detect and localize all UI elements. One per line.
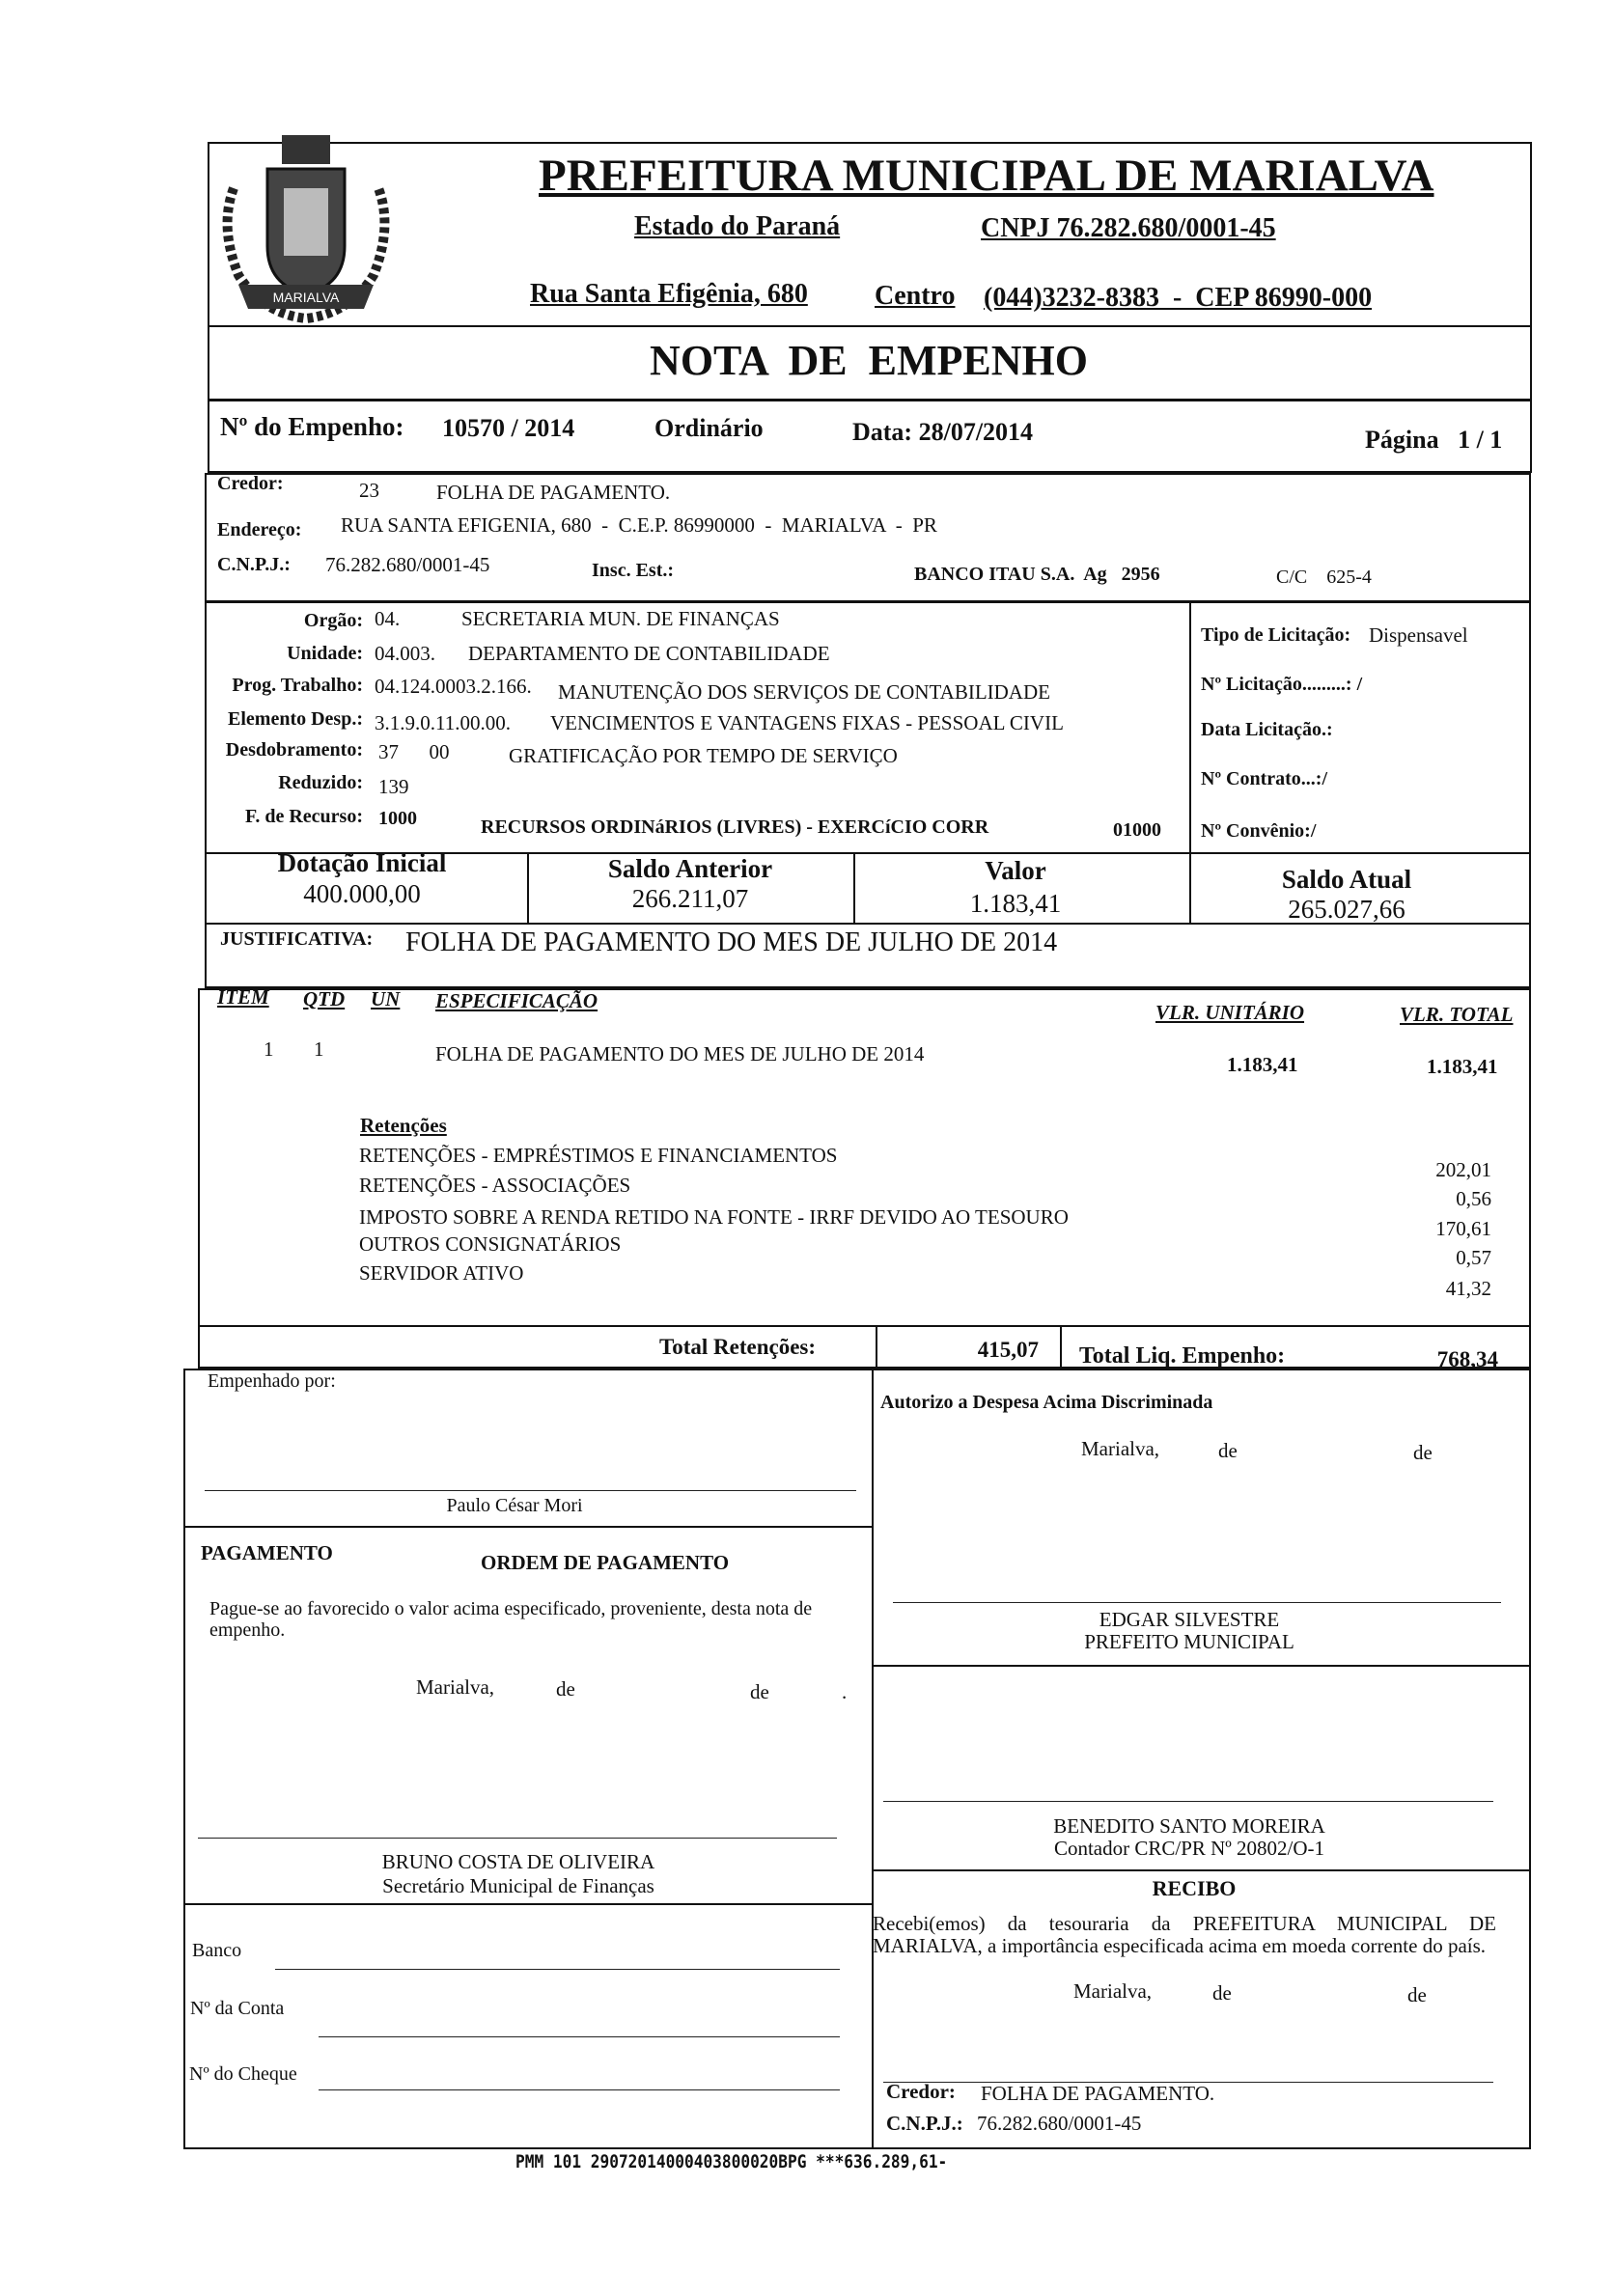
prog-code: 04.124.0003.2.166. xyxy=(375,675,532,698)
recurso-code: 1000 xyxy=(378,808,417,829)
licitacao-number: Nº Licitação.........: / xyxy=(1201,674,1363,695)
credor-code: 23 xyxy=(359,479,379,502)
recibo-text: Recebi(emos) da tesouraria da PREFEITURA MUNICIPAL DE MARIALVA, a importância especificada acima em moeda corrente do país. xyxy=(873,1912,1496,1958)
conta-field[interactable] xyxy=(319,2036,840,2037)
accountant-title: Contador CRC/PR Nº 20802/O-1 xyxy=(1053,1837,1325,1860)
prog-label: Prog. Trabalho: xyxy=(232,675,363,696)
divider xyxy=(198,1325,1531,1327)
retencao-value: 170,61 xyxy=(1435,1217,1491,1240)
col-item: ITEM xyxy=(217,985,269,1009)
conta-label: Nº da Conta xyxy=(190,1998,285,2019)
ordem-label: ORDEM DE PAGAMENTO xyxy=(481,1551,730,1574)
col-total: VLR. TOTAL xyxy=(1400,1003,1514,1026)
dotacao-label: Dotação Inicial xyxy=(277,848,447,877)
svg-text:MARIALVA: MARIALVA xyxy=(272,290,340,305)
autorizo-de: de xyxy=(1413,1441,1433,1464)
recibo-credor-label: Credor: xyxy=(886,2080,956,2103)
recibo-de: de xyxy=(1212,1981,1232,2005)
convenio: Nº Convênio:/ xyxy=(1201,820,1317,842)
state-label: Estado do Paraná xyxy=(634,211,841,241)
page-number: Página 1 / 1 xyxy=(1365,426,1503,454)
unidade-label: Unidade: xyxy=(287,643,363,664)
divider xyxy=(872,1665,1531,1667)
desdobramento-desc: GRATIFICAÇÃO POR TEMPO DE SERVIÇO xyxy=(509,744,898,767)
autorizo-de: de xyxy=(1218,1439,1238,1462)
coat-of-arms-logo xyxy=(214,130,398,328)
secretary-title: Secretário Municipal de Finanças xyxy=(382,1874,654,1897)
mayor-name: EDGAR SILVESTRE xyxy=(1099,1608,1280,1631)
pagamento-dot: . xyxy=(842,1680,848,1703)
item-total-value: 1.183,41 xyxy=(1427,1055,1498,1078)
saldo-anterior-label: Saldo Anterior xyxy=(607,854,773,883)
divider xyxy=(876,1325,877,1369)
elemento-label: Elemento Desp.: xyxy=(228,708,363,730)
recibo-de: de xyxy=(1407,1983,1427,2006)
cheque-field[interactable] xyxy=(319,2089,840,2090)
phone-cep: (044)3232-8383 - CEP 86990-000 xyxy=(984,283,1373,313)
insc-label: Insc. Est.: xyxy=(592,560,675,581)
retencoes-title: Retenções xyxy=(360,1114,447,1137)
reduzido-code: 139 xyxy=(378,775,409,798)
orgao-code: 04. xyxy=(375,607,401,630)
col-un: UN xyxy=(371,987,401,1010)
justificativa-text: FOLHA DE PAGAMENTO DO MES DE JULHO DE 2014 xyxy=(405,927,1058,957)
footer-auth-code: PMM 101 29072014000403800020BPG ***636.289,61- xyxy=(515,2151,948,2172)
divider xyxy=(205,600,1531,603)
divider xyxy=(872,1869,1531,1871)
credor-label: Credor: xyxy=(217,473,284,494)
autorizo-label: Autorizo a Despesa Acima Discriminada xyxy=(880,1392,1213,1413)
divider xyxy=(527,852,529,923)
licitacao-date: Data Licitação.: xyxy=(1201,719,1333,740)
retencao-label: SERVIDOR ATIVO xyxy=(359,1261,524,1285)
recurso-desc: RECURSOS ORDINáRIOS (LIVRES) - EXERCíCIO CORR xyxy=(481,816,989,838)
saldo-anterior-value: 266.211,07 xyxy=(631,884,749,913)
divider xyxy=(872,1369,874,2149)
valor-label: Valor xyxy=(985,856,1046,885)
retencao-value: 41,32 xyxy=(1445,1277,1491,1300)
item-spec: FOLHA DE PAGAMENTO DO MES DE JULHO DE 2014 xyxy=(435,1042,925,1065)
pague-text: Pague-se ao favorecido o valor acima especificado, proveniente, desta nota de empenho. xyxy=(209,1598,813,1641)
district: Centro xyxy=(875,281,956,311)
divider xyxy=(208,399,1532,401)
empenho-date: Data: 28/07/2014 xyxy=(852,418,1034,446)
mayor-title: PREFEITO MUNICIPAL xyxy=(1084,1630,1294,1653)
retencao-label: RETENÇÕES - EMPRÉSTIMOS E FINANCIAMENTOS xyxy=(359,1144,838,1167)
banco-label: Banco xyxy=(192,1940,242,1961)
banco-field[interactable] xyxy=(275,1969,840,1970)
cnpj-header: CNPJ 76.282.680/0001-45 xyxy=(981,213,1276,243)
signatures-frame xyxy=(183,1369,1531,2149)
divider xyxy=(1189,600,1191,923)
divider xyxy=(183,1526,872,1528)
recibo-cnpj: 76.282.680/0001-45 xyxy=(977,2112,1142,2135)
desdobramento-code: 37 00 xyxy=(378,740,450,763)
orgao-label: Orgão: xyxy=(303,610,363,631)
contrato: Nº Contrato...:/ xyxy=(1201,768,1328,789)
item-unit-value: 1.183,41 xyxy=(1227,1053,1298,1076)
cheque-label: Nº do Cheque xyxy=(189,2063,297,2085)
pagamento-de: de xyxy=(556,1677,575,1701)
item-number: 1 xyxy=(264,1037,274,1061)
retencao-label: RETENÇÕES - ASSOCIAÇÕES xyxy=(359,1174,631,1197)
total-retencoes-label: Total Retenções: xyxy=(659,1335,817,1359)
empenho-number: 10570 / 2014 xyxy=(442,414,575,442)
reduzido-label: Reduzido: xyxy=(278,772,363,793)
recibo-credor-name: FOLHA DE PAGAMENTO. xyxy=(981,2082,1215,2105)
divider xyxy=(183,1903,872,1905)
recibo-city: Marialva, xyxy=(1073,1979,1153,2003)
col-unit: VLR. UNITÁRIO xyxy=(1155,1001,1305,1024)
empenho-number-label: Nº do Empenho: xyxy=(220,412,404,441)
tipo-licitacao: Dispensavel xyxy=(1369,623,1468,647)
pagamento-label: PAGAMENTO xyxy=(201,1541,333,1564)
saldo-atual-value: 265.027,66 xyxy=(1288,895,1405,924)
secretary-name: BRUNO COSTA DE OLIVEIRA xyxy=(381,1850,655,1873)
desdobramento-label: Desdobramento: xyxy=(225,739,363,761)
dotacao-value: 400.000,00 xyxy=(303,879,421,908)
total-liquido-value: 768,34 xyxy=(1436,1347,1498,1371)
empenhado-name: Paulo César Mori xyxy=(446,1495,583,1516)
recibo-cnpj-label: C.N.P.J.: xyxy=(886,2112,963,2135)
recibo-title: RECIBO xyxy=(1152,1876,1237,1900)
empenhado-label: Empenhado por: xyxy=(208,1370,336,1392)
signature-line xyxy=(893,1602,1501,1603)
item-qty: 1 xyxy=(314,1037,324,1061)
street: Rua Santa Efigênia, 680 xyxy=(530,279,808,309)
bank-info: BANCO ITAU S.A. Ag 2956 xyxy=(914,564,1160,585)
unidade-code: 04.003. xyxy=(375,642,435,665)
total-retencoes-value: 415,07 xyxy=(977,1338,1039,1362)
recurso-extra: 01000 xyxy=(1113,819,1161,841)
credor-address: RUA SANTA EFIGENIA, 680 - C.E.P. 86990000 - MARIALVA - PR xyxy=(341,513,937,537)
signature-line xyxy=(883,1801,1493,1802)
saldo-atual-label: Saldo Atual xyxy=(1281,865,1412,894)
municipality-title: PREFEITURA MUNICIPAL DE MARIALVA xyxy=(539,151,1434,201)
pagamento-city: Marialva, xyxy=(416,1675,495,1699)
prog-desc: MANUTENÇÃO DOS SERVIÇOS DE CONTABILIDADE xyxy=(558,680,1050,704)
retencao-value: 0,57 xyxy=(1456,1246,1491,1269)
retencao-label: OUTROS CONSIGNATÁRIOS xyxy=(359,1232,622,1256)
elemento-code: 3.1.9.0.11.00.00. xyxy=(375,711,511,734)
address-label: Endereço: xyxy=(217,519,302,540)
total-liquido-label: Total Liq. Empenho: xyxy=(1079,1343,1286,1369)
valor-value: 1.183,41 xyxy=(969,889,1062,918)
unidade-desc: DEPARTAMENTO DE CONTABILIDADE xyxy=(468,642,830,665)
document-title: NOTA DE EMPENHO xyxy=(650,337,1088,384)
bank-account: C/C 625-4 xyxy=(1276,567,1372,588)
signature-line xyxy=(198,1838,837,1839)
col-qtd: QTD xyxy=(303,987,346,1010)
recurso-label: F. de Recurso: xyxy=(244,806,363,827)
accountant-name: BENEDITO SANTO MOREIRA xyxy=(1053,1814,1325,1838)
empenho-type: Ordinário xyxy=(654,414,764,442)
elemento-desc: VENCIMENTOS E VANTAGENS FIXAS - PESSOAL CIVIL xyxy=(550,711,1064,734)
col-spec: ESPECIFICAÇÃO xyxy=(435,989,598,1012)
orgao-desc: SECRETARIA MUN. DE FINANÇAS xyxy=(461,607,780,630)
retencao-value: 202,01 xyxy=(1435,1158,1491,1181)
divider xyxy=(208,325,1532,327)
credor-cnpj: 76.282.680/0001-45 xyxy=(325,553,490,576)
retencao-value: 0,56 xyxy=(1456,1187,1491,1210)
divider xyxy=(1060,1325,1062,1369)
signature-line xyxy=(205,1490,856,1491)
justificativa-label: JUSTIFICATIVA: xyxy=(220,928,374,950)
autorizo-city: Marialva, xyxy=(1081,1437,1160,1460)
credor-name: FOLHA DE PAGAMENTO. xyxy=(436,481,671,504)
retencao-label: IMPOSTO SOBRE A RENDA RETIDO NA FONTE - IRRF DEVIDO AO TESOURO xyxy=(359,1205,1069,1229)
cnpj-label: C.N.P.J.: xyxy=(217,554,291,575)
pagamento-de: de xyxy=(750,1680,769,1703)
tipo-licitacao-label: Tipo de Licitação: xyxy=(1201,624,1351,646)
divider xyxy=(853,852,855,923)
